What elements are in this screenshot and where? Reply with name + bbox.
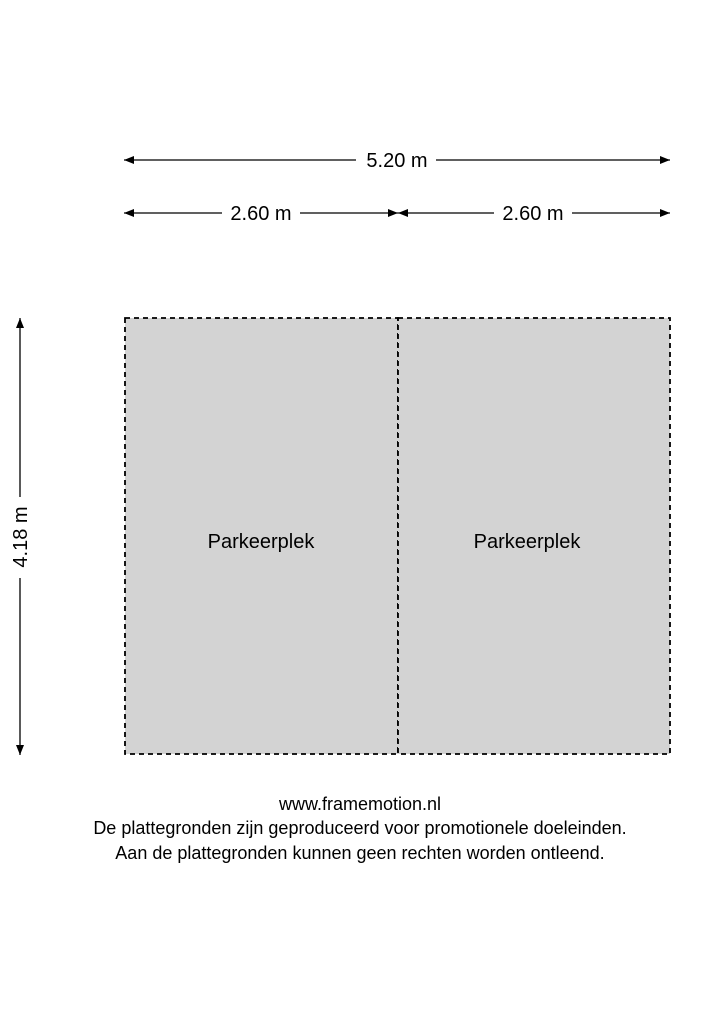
room-right (398, 318, 670, 754)
dimension-height (10, 318, 32, 755)
dimension-total-width-label: 5.20 m (366, 150, 428, 172)
footer-disclaimer-line2: Aan de plattegronden kunnen geen rechten worden ontleend. (115, 843, 605, 863)
room-left (125, 318, 398, 754)
dimension-height-label: 4.18 m (10, 506, 32, 568)
room-right-label: Parkeerplek (473, 531, 581, 553)
room-left-label: Parkeerplek (207, 531, 315, 553)
dimension-left-width (124, 203, 398, 225)
dimension-left-width-label: 2.60 m (230, 203, 292, 225)
dimension-total-width (124, 150, 670, 172)
footer-url: www.framemotion.nl (278, 794, 442, 814)
dimension-right-width-label: 2.60 m (502, 203, 564, 225)
footer-disclaimer-line1: De plattegronden zijn geproduceerd voor promotionele doeleinden. (93, 818, 627, 838)
dimension-right-width (398, 203, 670, 225)
